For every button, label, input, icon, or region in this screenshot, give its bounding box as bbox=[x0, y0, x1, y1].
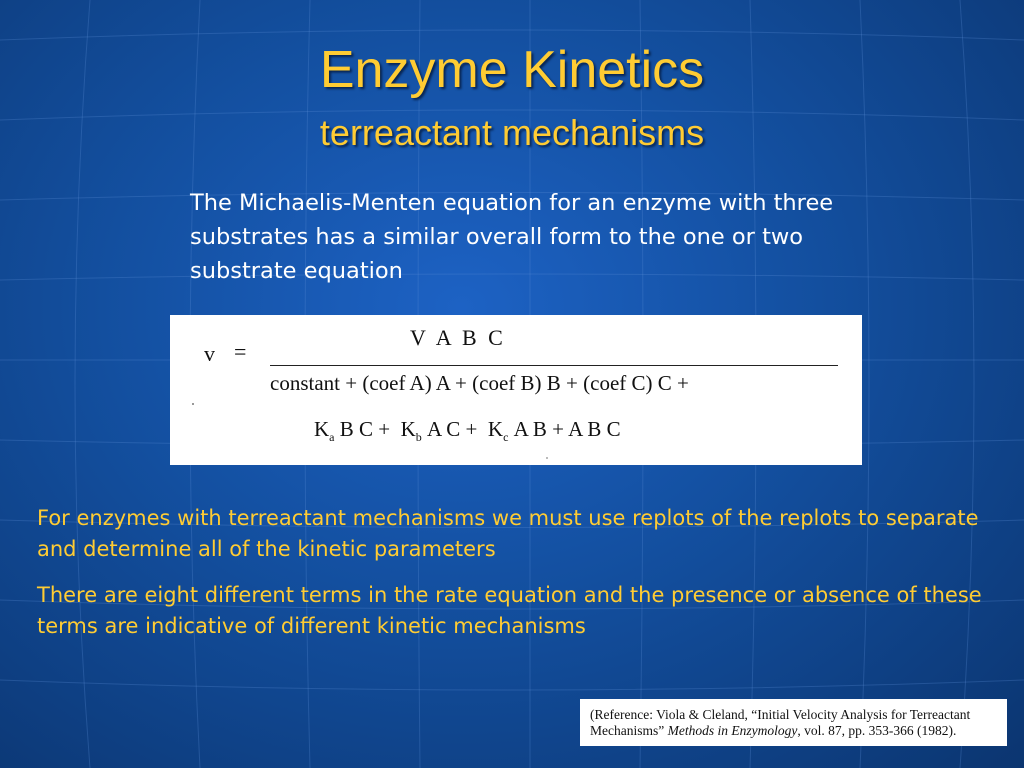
term-b-rest: A C + bbox=[427, 417, 483, 441]
equation-lhs: v bbox=[204, 341, 215, 366]
term-c-rest: A B + A B C bbox=[513, 417, 621, 441]
k-a: K bbox=[314, 417, 330, 441]
equation-denominator-line-2 bbox=[314, 417, 621, 445]
reference-prefix: (Reference: Viola & Cleland, “Initial Velocity Analysis for Terreactant Mechanisms” bbox=[590, 707, 971, 738]
intro-text: The Michaelis-Menten equation for an enzyme with three substrates has a similar overall form to the one or two substrate equation bbox=[190, 190, 834, 284]
k-b: K bbox=[400, 417, 416, 441]
k-a-subscript: a bbox=[329, 430, 335, 445]
term-a-rest: B C + bbox=[339, 417, 396, 441]
equation-box bbox=[170, 315, 862, 465]
k-b-subscript: b bbox=[415, 430, 422, 445]
slide-title: Enzyme Kinetics bbox=[319, 41, 705, 99]
reference-journal: Methods in Enzymology bbox=[667, 723, 798, 738]
slide-subtitle: terreactant mechanisms bbox=[319, 112, 705, 153]
k-c-subscript: c bbox=[503, 430, 509, 445]
paragraph-eight-terms: There are eight different terms in the rate equation and the presence or absence of these terms are indicative of different kinetic mechanisms bbox=[37, 583, 982, 638]
paragraph-replots: For enzymes with terreactant mechanisms we must use replots of the replots to separate and determine all of the kinetic parameters bbox=[37, 506, 979, 561]
fraction-bar bbox=[270, 365, 838, 366]
reference-box bbox=[580, 699, 1007, 746]
equation-numerator: V A B C bbox=[410, 325, 503, 350]
scan-speck bbox=[192, 403, 194, 405]
k-c: K bbox=[487, 417, 504, 441]
equation-denominator-line-1: constant + (coef A) A + (coef B) B + (coef C) C + bbox=[270, 371, 689, 395]
reference-suffix: , vol. 87, pp. 353-366 (1982). bbox=[797, 723, 957, 738]
equation-equals: = bbox=[234, 339, 247, 364]
scan-speck bbox=[546, 457, 548, 459]
